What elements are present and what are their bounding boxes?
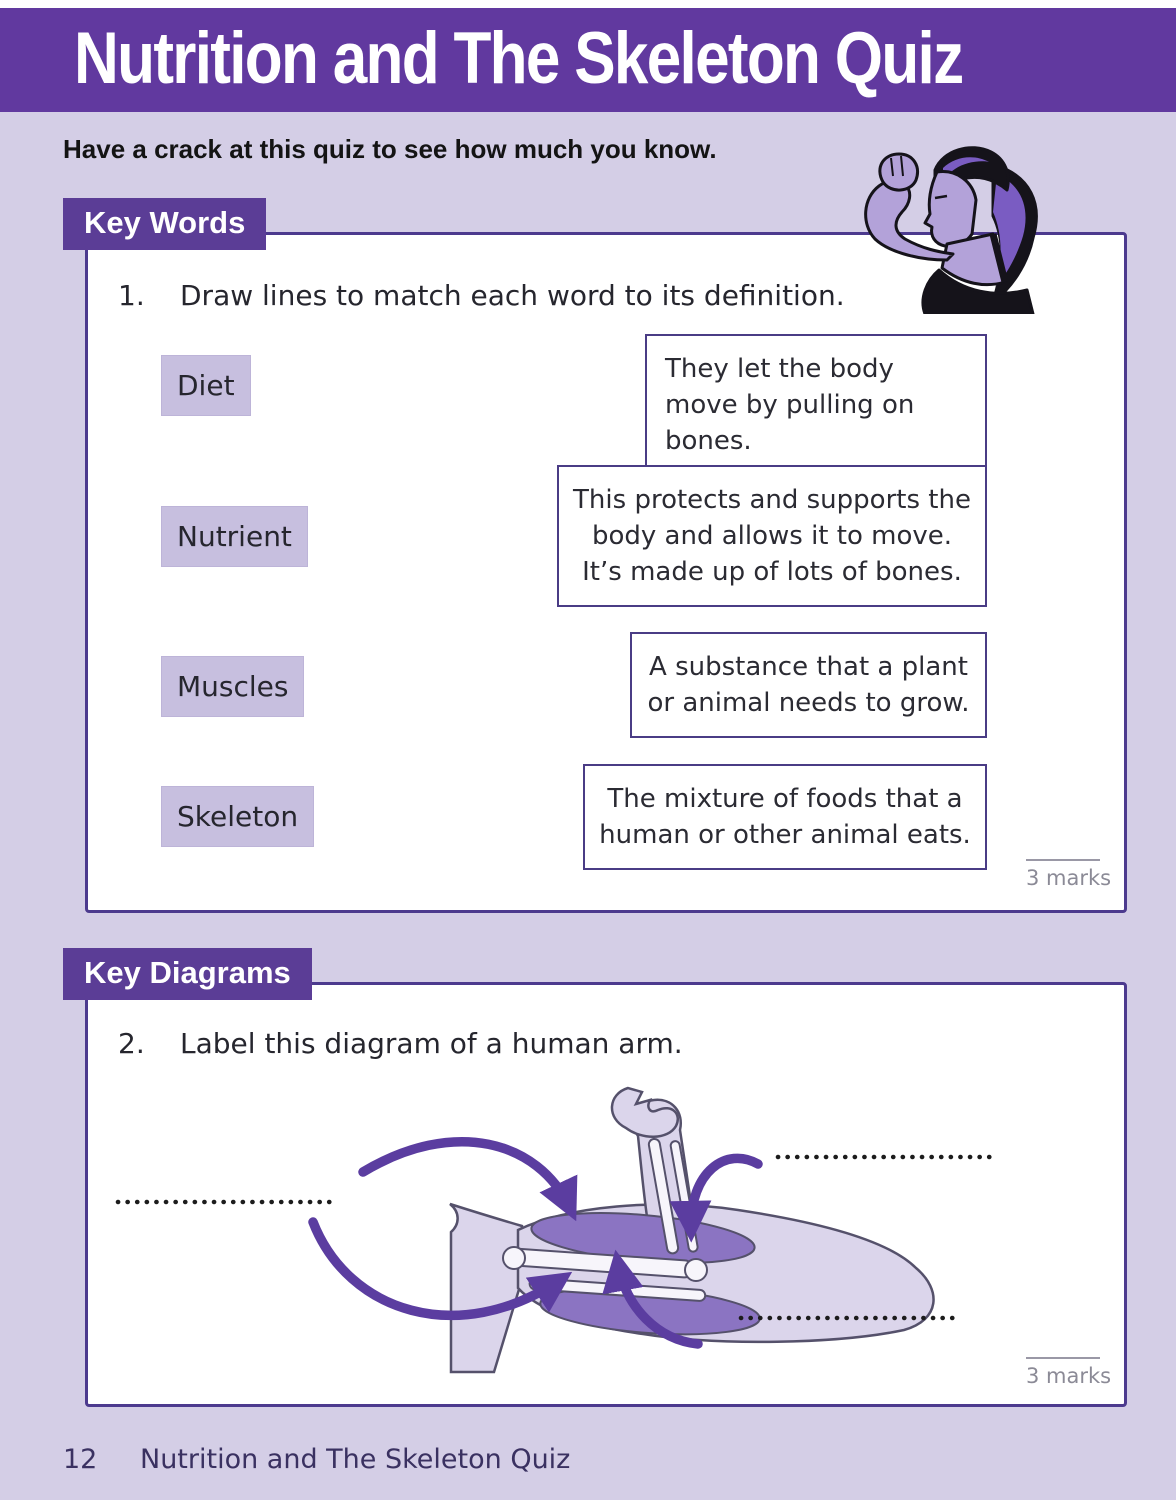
section-tab-label: Key Diagrams: [84, 955, 291, 990]
page-footer: [63, 1444, 570, 1475]
strongwoman-illustration: [843, 142, 1071, 314]
intro-text: Have a crack at this quiz to see how much you know.: [63, 134, 717, 164]
definition-box-diet[interactable]: The mixture of foods that a human or other animal eats.: [583, 764, 987, 870]
marks-label: 3 marks: [1026, 859, 1100, 890]
page-top-margin: [0, 0, 1176, 8]
word-box-skeleton[interactable]: Skeleton: [161, 786, 314, 847]
title-banner: [0, 8, 1176, 112]
section-tab-label: Key Words: [84, 205, 246, 240]
key-diagrams-panel: [85, 982, 1127, 1407]
question-number: 2.: [118, 1027, 145, 1060]
question-number: 1.: [118, 279, 145, 312]
definition-box-muscles[interactable]: They let the body move by pulling on bones.: [645, 334, 987, 476]
arrow-to-bicep: [363, 1142, 570, 1208]
word-box-diet[interactable]: Diet: [161, 355, 251, 416]
human-arm-diagram: [98, 1080, 1110, 1398]
marks-label: 3 marks: [1026, 1357, 1100, 1388]
key-words-panel: [85, 232, 1127, 913]
hand-shape: [612, 1088, 678, 1137]
page-number: 12: [63, 1444, 98, 1475]
word-box-muscles[interactable]: Muscles: [161, 656, 304, 717]
question-text: Draw lines to match each word to its definition.: [180, 279, 845, 312]
section-tab-key-words: [63, 198, 266, 250]
torso-shape: [450, 1204, 522, 1372]
section-tab-key-diagrams: [63, 948, 312, 1000]
footer-title: Nutrition and The Skeleton Quiz: [140, 1444, 571, 1475]
word-box-nutrient[interactable]: Nutrient: [161, 506, 308, 567]
page-title: Nutrition and The Skeleton Quiz: [74, 18, 963, 99]
question-text: Label this diagram of a human arm.: [180, 1027, 683, 1060]
definition-box-nutrient[interactable]: A substance that a plant or animal needs to grow.: [630, 632, 987, 738]
definition-box-skeleton[interactable]: This protects and supports the body and allows it to move. It’s made up of lots of bones.: [557, 465, 987, 607]
